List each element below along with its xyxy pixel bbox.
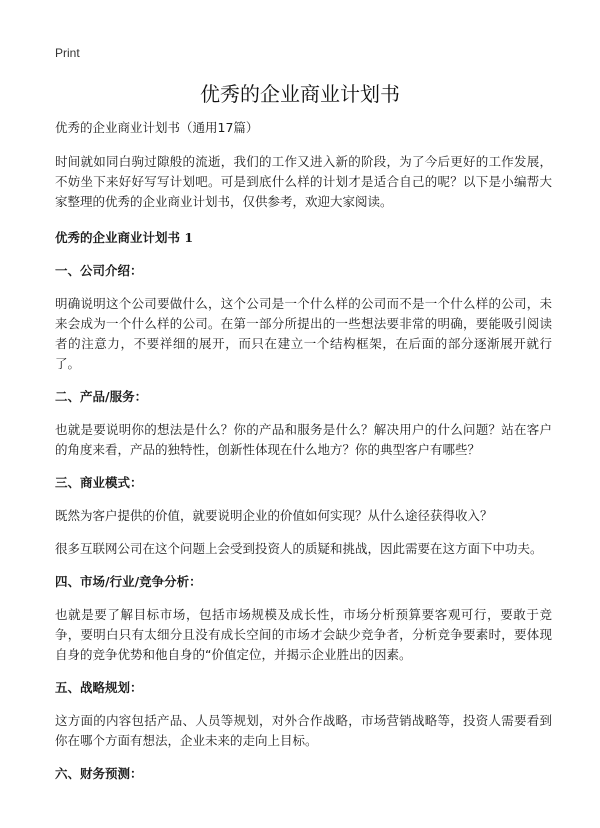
page-title: 优秀的企业商业计划书 — [200, 82, 400, 106]
section-heading-strategy: 五、战略规划： — [55, 680, 143, 695]
section-paragraph: 很多互联网公司在这个问题上会受到投资人的质疑和挑战，因此需要在这方面下中功夫。 — [55, 541, 543, 556]
section-heading-financial-forecast: 六、财务预测： — [55, 766, 143, 781]
section-heading-company: 一、公司介绍： — [55, 263, 143, 278]
document-subtitle: 优秀的企业商业计划书（通用17篇） — [55, 120, 259, 135]
section-heading-market-analysis: 四、市场/行业/竞争分析： — [55, 574, 202, 589]
section-paragraph: 也就是要说明你的想法是什么？你的产品和服务是什么？解决用户的什么问题？站在客户的角度来看，产品的独特性，创新性体现在什么地方？你的典型客户有哪些？ — [55, 422, 552, 457]
section-paragraph: 明确说明这个公司要做什么，这个公司是一个什么样的公司而不是一个什么样的公司，未来会成为一个什么样的公司。在第一部分所提出的一些想法要非常的明确，要能吸引阅读者的注意力，不要祥细的展开，而只在建立一个结构框架，在后面的部分逐渐展开就行了。 — [55, 296, 552, 371]
document-body — [55, 118, 552, 797]
section-paragraph: 既然为客户提供的价值，就要说明企业的价值如何实现？从什么途径获得收入？ — [55, 508, 493, 523]
section-paragraph: 也就是要了解目标市场，包括市场规模及成长性，市场分析预算要客观可行，要敢于竞争，要明白只有太细分且没有成长空间的市场才会缺少竞争者，分析竞争要素时，要体现自身的竞争优势和他自身的“价值定位，并揭示企业胜出的因素。 — [55, 607, 552, 662]
section-paragraph: 这方面的内容包括产品、人员等规划，对外合作战略，市场营销战略等，投资人需要看到你在哪个方面有想法，企业未来的走向上目标。 — [55, 713, 552, 748]
section-heading-product: 二、产品/服务： — [55, 389, 148, 404]
article-heading: 优秀的企业商业计划书 1 — [55, 230, 194, 245]
print-link[interactable]: Print — [55, 46, 80, 60]
section-heading-business-model: 三、商业模式： — [55, 475, 143, 490]
intro-paragraph: 时间就如同白驹过隙般的流逝，我们的工作又进入新的阶段，为了今后更好的工作发展，不妨坐下来好好写写计划吧。可是到底什么样的计划才是适合自己的呢？以下是小编帮大家整理的优秀的企业商业计划书，仅供参考，欢迎大家阅读。 — [55, 154, 552, 209]
